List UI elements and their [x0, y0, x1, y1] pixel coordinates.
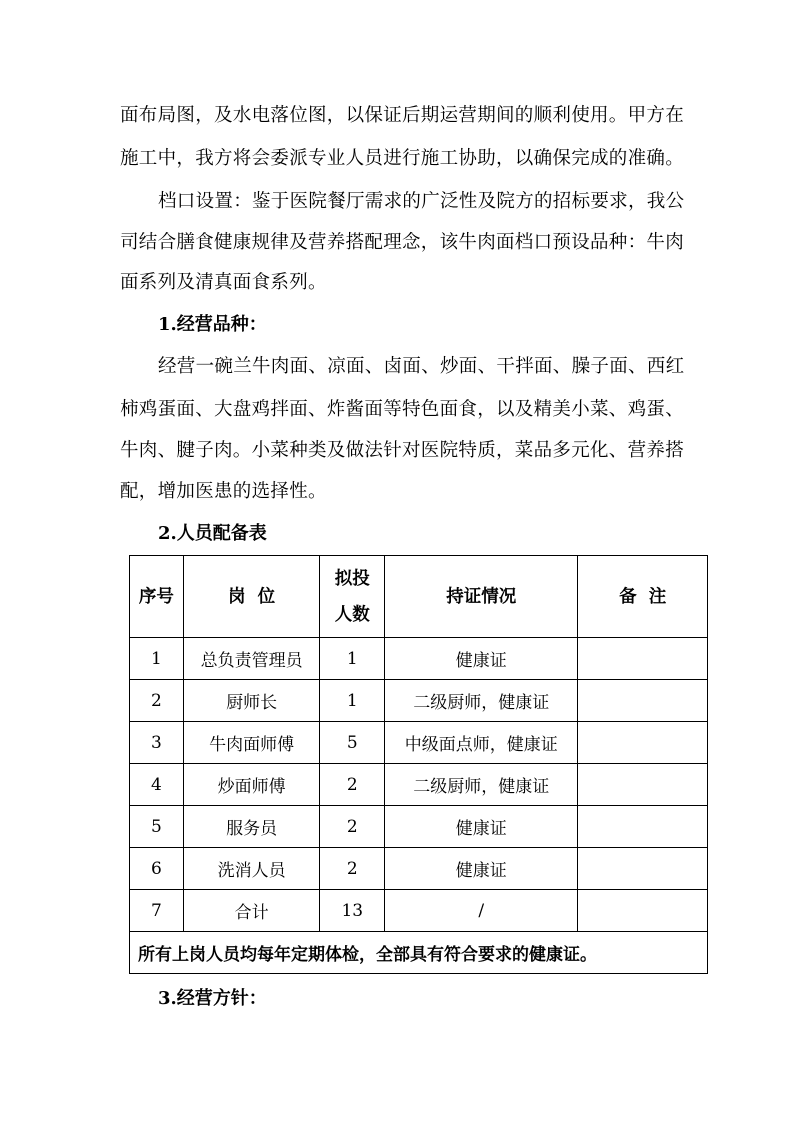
cell-cert: 二级厨师，健康证	[385, 680, 578, 722]
cell-position: 总负责管理员	[183, 638, 320, 680]
header-num: 序号	[130, 556, 184, 638]
cell-count: 1	[320, 680, 385, 722]
cell-cert: 健康证	[385, 848, 578, 890]
body-text-line: 施工中，我方将会委派专业人员进行施工协助，以确保完成的准确。	[120, 148, 685, 169]
table-header-row	[130, 556, 708, 638]
cell-note	[578, 848, 708, 890]
cell-position: 服务员	[183, 806, 320, 848]
cell-count: 5	[320, 722, 385, 764]
cell-num: 5	[130, 806, 184, 848]
body-text-line: 经营一碗兰牛肉面、凉面、卤面、炒面、干拌面、臊子面、西红	[158, 356, 685, 377]
table-row-total	[130, 890, 708, 932]
header-position: 岗 位	[183, 556, 320, 638]
cell-count: 2	[320, 764, 385, 806]
cell-cert: 健康证	[385, 638, 578, 680]
header-count-line1: 拟投	[334, 568, 370, 589]
staffing-table	[129, 555, 708, 974]
body-text-line: 司结合膳食健康规律及营养搭配理念，该牛肉面档口预设品种：牛肉	[120, 232, 685, 253]
body-text-line: 档口设置：鉴于医院餐厅需求的广泛性及院方的招标要求，我公	[158, 191, 685, 212]
cell-note	[578, 722, 708, 764]
section-heading-policy: 3.经营方针：	[158, 988, 267, 1009]
cell-num: 3	[130, 722, 184, 764]
cell-position: 牛肉面师傅	[183, 722, 320, 764]
cell-note	[578, 680, 708, 722]
cell-position: 洗消人员	[183, 848, 320, 890]
cell-num: 6	[130, 848, 184, 890]
table-footer-note-row	[130, 932, 708, 974]
cell-cert: 健康证	[385, 806, 578, 848]
cell-cert: 二级厨师，健康证	[385, 764, 578, 806]
section-heading-staffing: 2.人员配备表	[158, 523, 267, 544]
table-row	[130, 638, 708, 680]
table-row	[130, 722, 708, 764]
cell-num: 2	[130, 680, 184, 722]
body-text-line: 牛肉、腱子肉。小菜种类及做法针对医院特质，菜品多元化、营养搭	[120, 440, 685, 461]
cell-cert: 中级面点师，健康证	[385, 722, 578, 764]
header-note: 备 注	[578, 556, 708, 638]
cell-num: 4	[130, 764, 184, 806]
cell-count: 1	[320, 638, 385, 680]
cell-count: 13	[320, 890, 385, 932]
table-row	[130, 680, 708, 722]
table-row	[130, 806, 708, 848]
header-count	[320, 556, 385, 638]
header-count-line2: 人数	[334, 604, 370, 625]
cell-num: 1	[130, 638, 184, 680]
cell-note	[578, 890, 708, 932]
body-text-line: 面布局图，及水电落位图，以保证后期运营期间的顺利使用。甲方在	[120, 105, 685, 126]
table-row	[130, 764, 708, 806]
header-cert: 持证情况	[385, 556, 578, 638]
cell-position: 炒面师傅	[183, 764, 320, 806]
cell-note	[578, 638, 708, 680]
cell-count: 2	[320, 806, 385, 848]
cell-note	[578, 764, 708, 806]
cell-position: 合计	[183, 890, 320, 932]
section-heading-varieties: 1.经营品种：	[158, 314, 267, 335]
body-text-line: 柿鸡蛋面、大盘鸡拌面、炸酱面等特色面食，以及精美小菜、鸡蛋、	[120, 399, 685, 420]
cell-position: 厨师长	[183, 680, 320, 722]
body-text-line: 配，增加医患的选择性。	[120, 481, 327, 502]
cell-cert: /	[385, 890, 578, 932]
body-text-line: 面系列及清真面食系列。	[120, 272, 327, 293]
cell-count: 2	[320, 848, 385, 890]
cell-note	[578, 806, 708, 848]
cell-num: 7	[130, 890, 184, 932]
table-footer-note: 所有上岗人员均每年定期体检，全部具有符合要求的健康证。	[130, 932, 708, 974]
table-row	[130, 848, 708, 890]
